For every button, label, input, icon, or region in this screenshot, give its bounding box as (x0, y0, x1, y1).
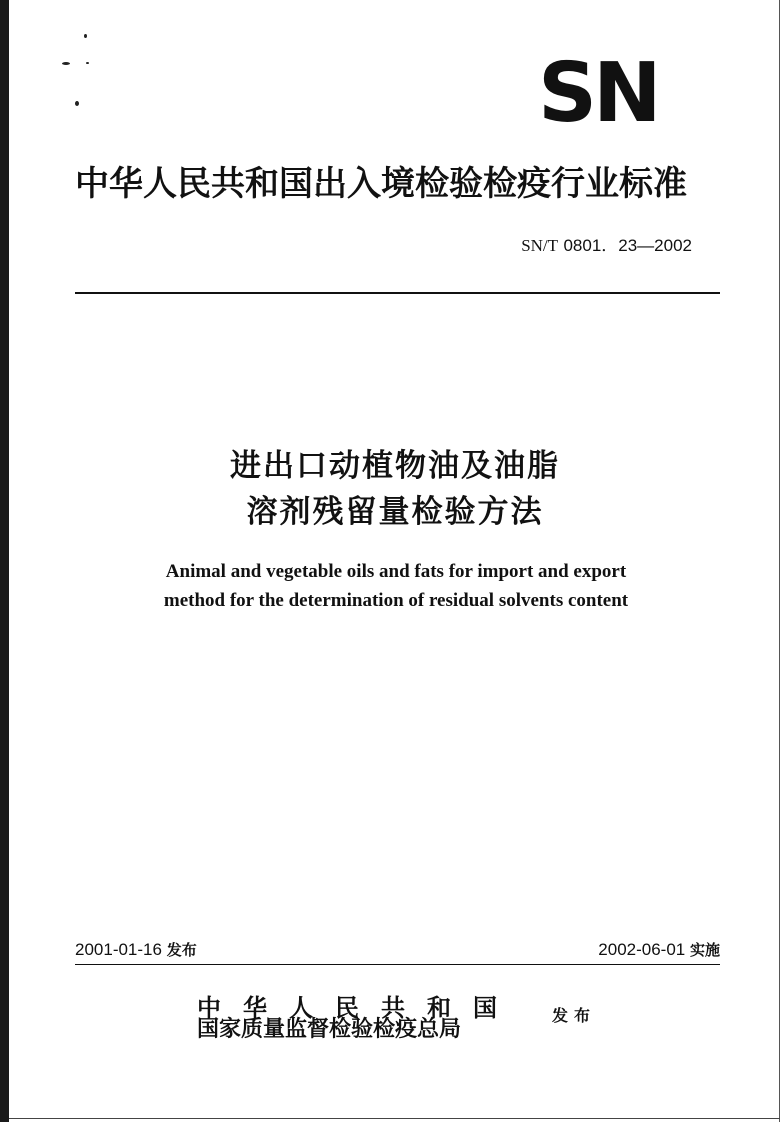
standard-category-title: 中华人民共和国出入境检验检疫行业标准 (75, 164, 687, 204)
issue-date-value: 2001-01-16 (75, 940, 162, 959)
scan-speck (86, 62, 89, 64)
header-rule (75, 292, 720, 294)
standard-number (521, 234, 692, 258)
standard-number-prefix: SN/T (521, 236, 559, 255)
english-title-line-2: method for the determination of residual solvents content (163, 590, 629, 611)
publish-label: 发布 (552, 1006, 597, 1025)
standard-number-value: 0801．23—2002 (563, 236, 692, 255)
implementation-date (598, 938, 720, 962)
scan-speck (62, 62, 70, 65)
sn-logo: SN (538, 46, 658, 141)
footer-rule (75, 964, 720, 965)
implementation-date-value: 2002-06-01 (598, 940, 686, 959)
chinese-title-line-1: 进出口动植物油及油脂 (230, 448, 560, 484)
chinese-title-line-2: 溶剂残留量检验方法 (246, 494, 544, 530)
scan-bottom-border (9, 1118, 780, 1119)
implementation-date-suffix: 实施 (689, 941, 720, 959)
english-title-line-1: Animal and vegetable oils and fats for import and export (165, 561, 627, 582)
issuer-line-1: 中华人民共和国 (197, 993, 519, 1022)
scan-speck (75, 101, 79, 106)
issue-date (75, 938, 197, 962)
issuer-line-2: 国家质量监督检验检疫总局 (197, 1016, 462, 1042)
issue-date-suffix: 发布 (166, 941, 197, 959)
scan-speck (84, 34, 87, 38)
